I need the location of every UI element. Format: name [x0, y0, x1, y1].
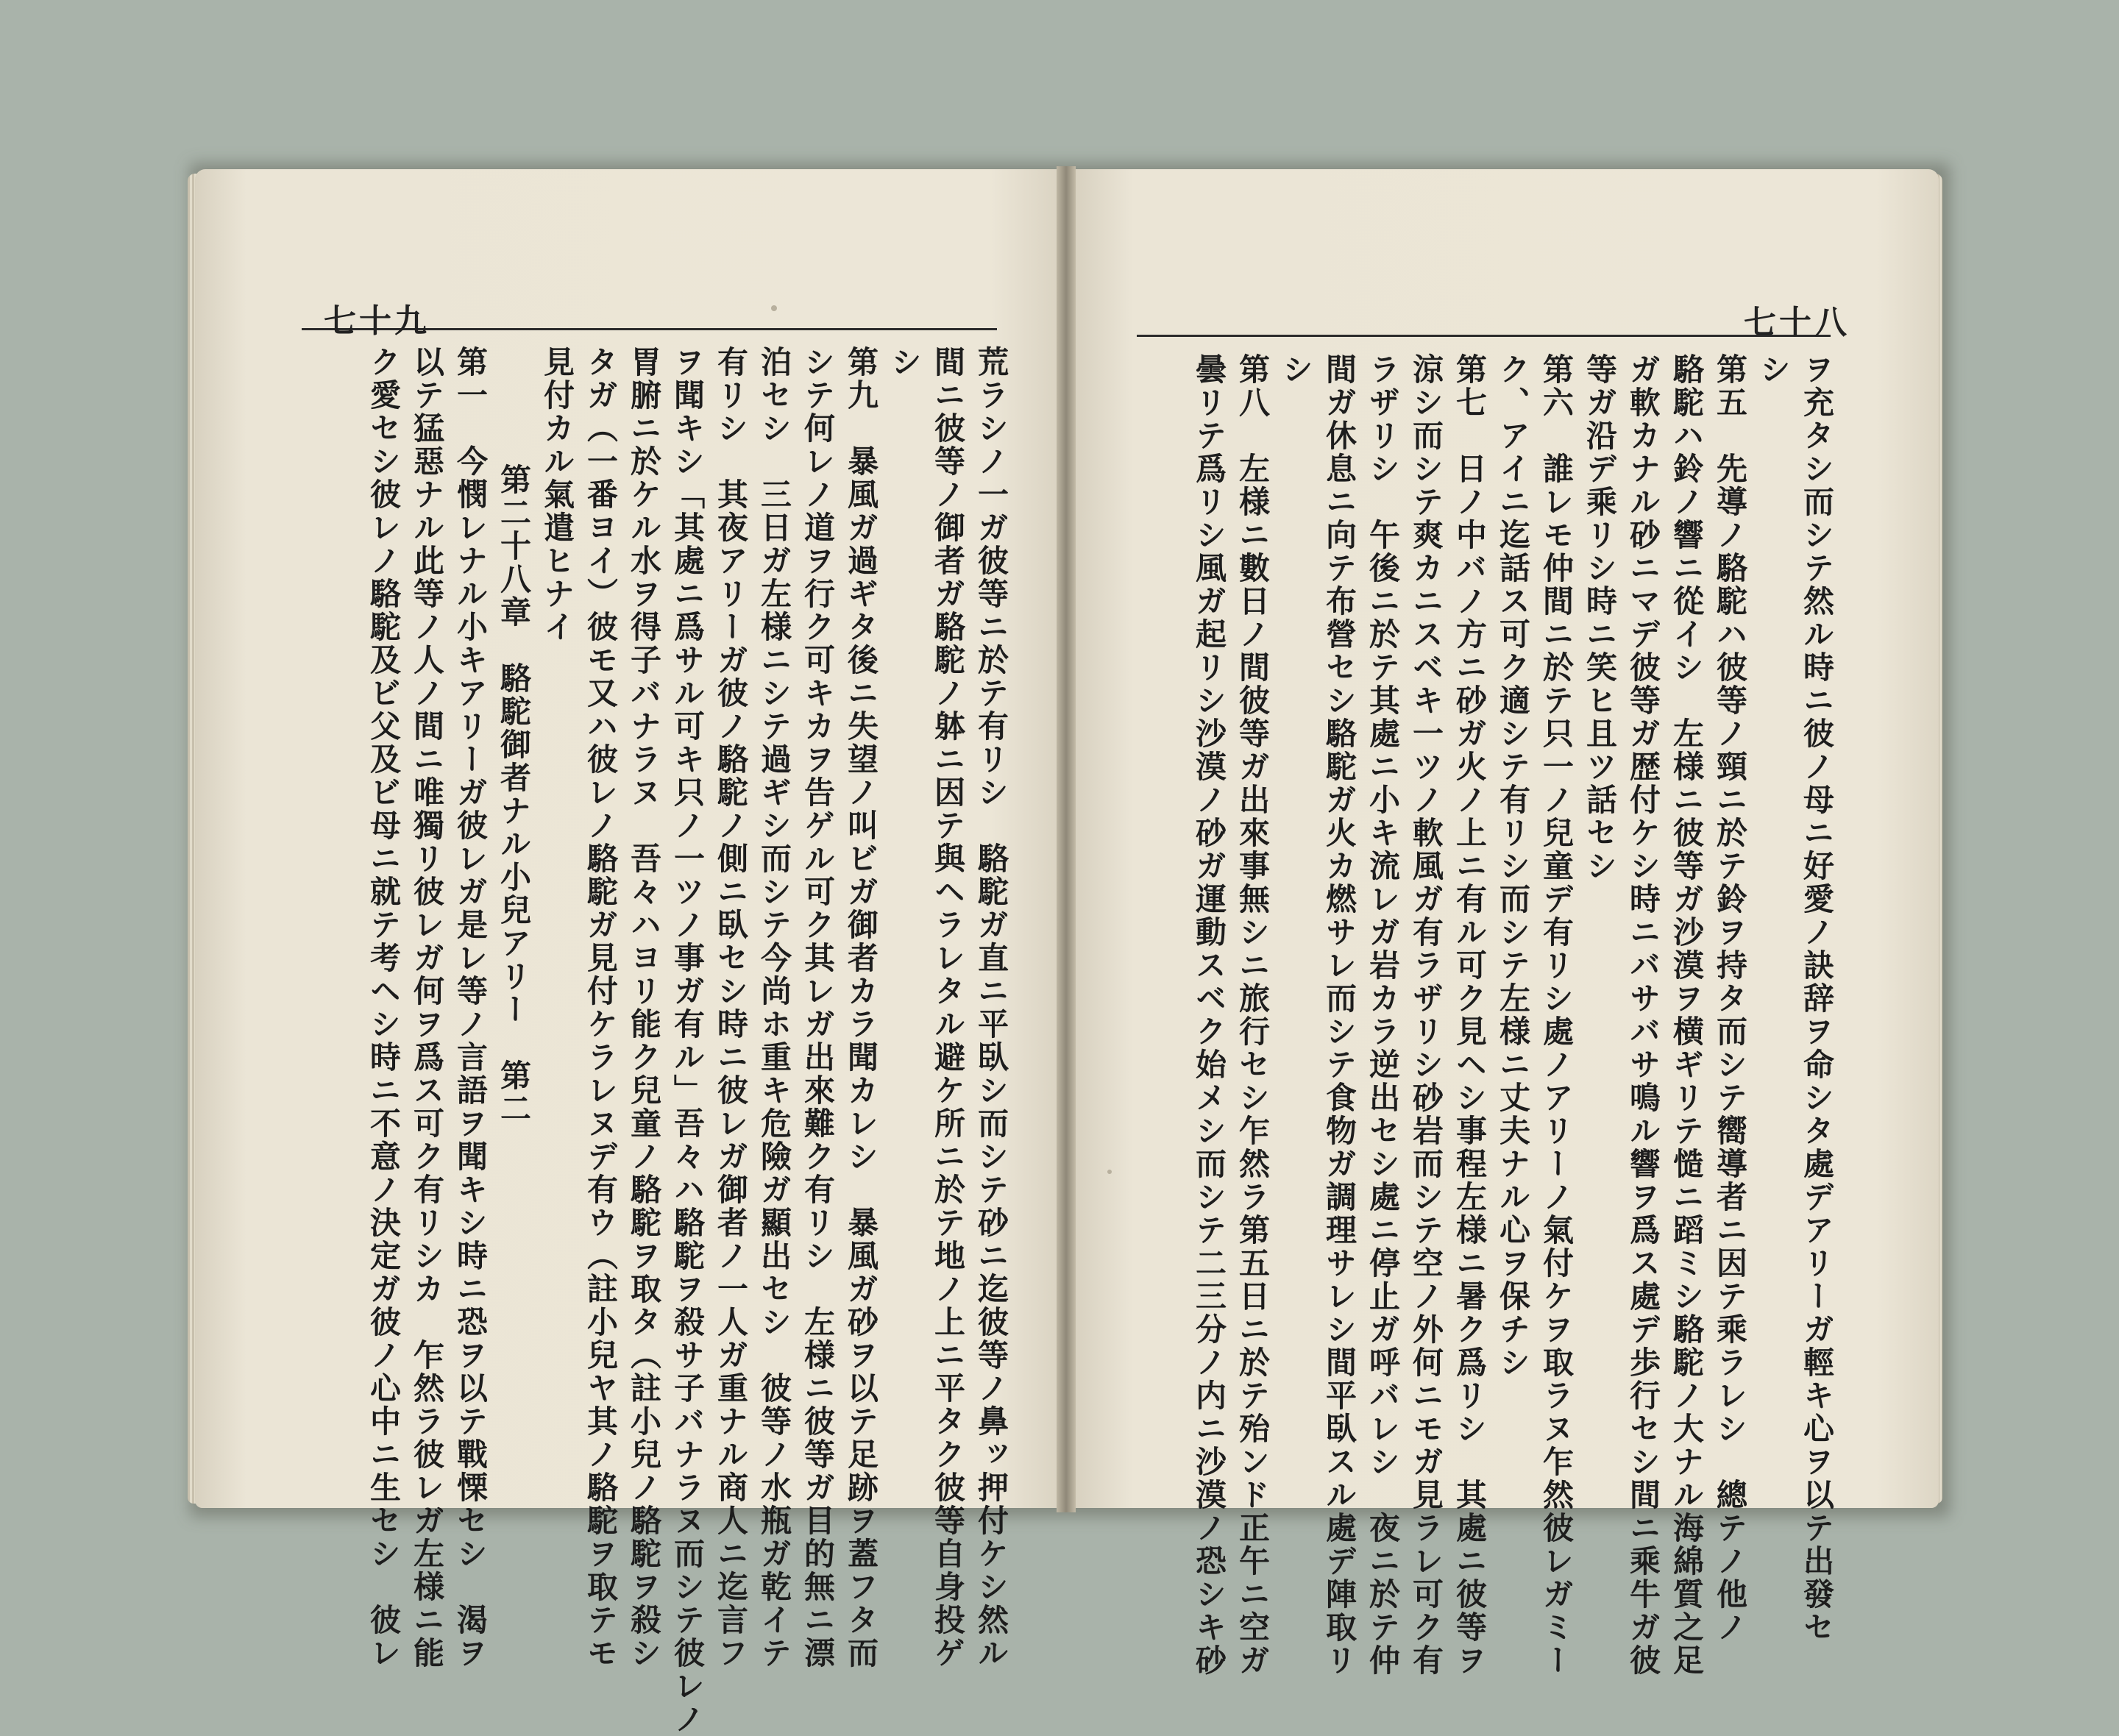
right-text-column: 第八 左様ニ數日ノ間彼等ガ出來事無シニ旅行セシ乍然ラ第五日ニ於テ殆ンド正午ニ空ガ [1235, 353, 1271, 1677]
left-text-column: ク愛セシ彼レノ駱駝及ビ父及ビ母ニ就テ考ヘシ時ニ不意ノ決定ガ彼ノ心中ニ生セシ 彼レ [366, 346, 402, 1670]
right-header-rule [1137, 335, 1831, 337]
right-text-column: 涼シ而シテ爽カニスベキ一ツノ軟風ガ有ラザリシ砂岩而シテ空ノ外何ニモガ見ラレ可ク有 [1408, 353, 1444, 1677]
left-text-column: シテ何レノ道ヲ行ク可キカヲ告ゲル可ク其レガ出來難ク有リシ 左様ニ彼等ガ目的無ニ漂 [800, 346, 836, 1670]
left-text-column: 第九 暴風ガ過ギタ後ニ失望ノ叫ビガ御者カラ聞カレシ 暴風ガ砂ヲ以テ足跡ヲ蓋フタ而 [843, 346, 879, 1670]
chapter-heading: 第二十八章 駱駝御者ナル小兒アリー 第二 [496, 463, 532, 1125]
left-text-column: 間ニ彼等ノ御者ガ駱駝ノ躰ニ因テ與ヘラレタル避ケ所ニ於テ地ノ上ニ平タク彼等自身投ゲ [930, 346, 966, 1670]
left-text-column: シ [887, 346, 923, 379]
left-text-column: 荒ラシノ一ガ彼等ニ於テ有リシ 駱駝ガ直ニ平臥シ而シテ砂ニ迄彼等ノ鼻ッ押付ケシ然ル [973, 346, 1009, 1670]
right-text-column: 駱駝ハ鈴ノ響ニ從イシ 左様ニ彼等ガ沙漠ヲ横ギリテ慥ニ蹈ミシ駱駝ノ大ナル海綿質之足 [1669, 353, 1705, 1677]
right-page-number: 七十八 [1744, 304, 1850, 341]
book-gutter [1057, 166, 1076, 1512]
left-text-column: 泊セシ 三日ガ左様ニシテ過ギシ而シテ今尚ホ重キ危險ガ顯出セシ 彼等ノ水瓶ガ乾イテ [756, 346, 792, 1670]
right-text-column: ラザリシ 午後ニ於テ其處ニ小キ流レガ岩カラ逆出セシ處ニ停止ガ呼バレシ 夜ニ於テ仲 [1365, 353, 1401, 1677]
right-text-column: シ [1278, 353, 1314, 386]
right-text-column: 等ガ沿デ乘リシ時ニ笑ヒ且ツ話セシ [1582, 353, 1618, 883]
left-text-column: 胃腑ニ於ケル水ヲ得子バナラヌ 吾々ハヨリ能ク兒童ノ駱駝ヲ取タ（註小兒ノ駱駝ヲ殺シ [626, 346, 662, 1670]
right-text-column: シ [1756, 353, 1792, 386]
left-text-column: タガ（一番ヨイ）彼モ又ハ彼レノ駱駝ガ見付ケラレヌデ有ウ（註小兒ヤ其ノ駱駝ヲ取テモ [583, 346, 619, 1670]
left-text-column: ヲ聞キシ「其處ニ爲サル可キ只ノ一ツノ事ガ有ル」吾々ハ駱駝ヲ殺サ子バナラヌ而シテ彼レノ [670, 346, 706, 1736]
right-text-column: 曇リテ爲リシ風ガ起リシ沙漠ノ砂ガ運動スベク始メシ而シテ二三分ノ内ニ沙漠ノ恐シキ砂 [1191, 353, 1227, 1677]
paper-speck [1107, 1170, 1112, 1174]
left-text-column: 以テ猛惡ナル此等ノ人ノ間ニ唯獨リ彼レガ何ヲ爲ス可ク有リシカ 乍然ラ彼レガ左様ニ能 [409, 346, 445, 1670]
left-page-number: 七十九 [324, 302, 430, 340]
left-text-column: 有リシ 其夜アリーガ彼ノ駱駝ノ側ニ臥セシ時ニ彼レガ御者ノ一人ガ重ナル商人ニ迄言フ [713, 346, 749, 1670]
right-text-column: 間ガ休息ニ向テ布營セシ駱駝ガ火カ燃サレ而シテ食物ガ調理サレシ間平臥スル處デ陣取リ [1321, 353, 1357, 1677]
right-text-column: ク、アイニ迄話ス可ク適シテ有リシ而シテ左様ニ丈夫ナル心ヲ保チシ [1495, 353, 1531, 1379]
right-text-column: ヲ充タシ而シテ然ル時ニ彼ノ母ニ好愛ノ訣辞ヲ命シタ處デアリーガ輕キ心ヲ以テ出發セ [1799, 353, 1835, 1644]
right-text-column: 第五 先導ノ駱駝ハ彼等ノ頸ニ於テ鈴ヲ持タ而シテ嚮導者ニ因テ乘ラレシ 總テノ他ノ [1712, 353, 1748, 1644]
paper-speck [771, 305, 777, 311]
left-text-column: 見付カル氣遣ヒナイ [539, 346, 575, 644]
right-text-column: ガ軟カナル砂ニマデ彼等ガ歴付ケシ時ニバサバサ鳴ル響ヲ爲ス處デ歩行セシ間ニ乘牛ガ彼 [1625, 353, 1661, 1677]
right-text-column: 第七 日ノ中バノ方ニ砂ガ火ノ上ニ有ル可ク見ヘシ事程左様ニ暑ク爲リシ 其處ニ彼等ヲ [1452, 353, 1488, 1677]
right-text-column: 第六 誰レモ仲間ニ於テ只一ノ兒童デ有リシ處ノアリーノ氣付ケヲ取ラヌ乍然彼レガミー [1538, 353, 1575, 1677]
left-text-column: 第一 今憫レナル小キアリーガ彼レガ是レ等ノ言語ヲ聞キシ時ニ恐ヲ以テ戰慄セシ 渴ヲ [452, 346, 489, 1670]
